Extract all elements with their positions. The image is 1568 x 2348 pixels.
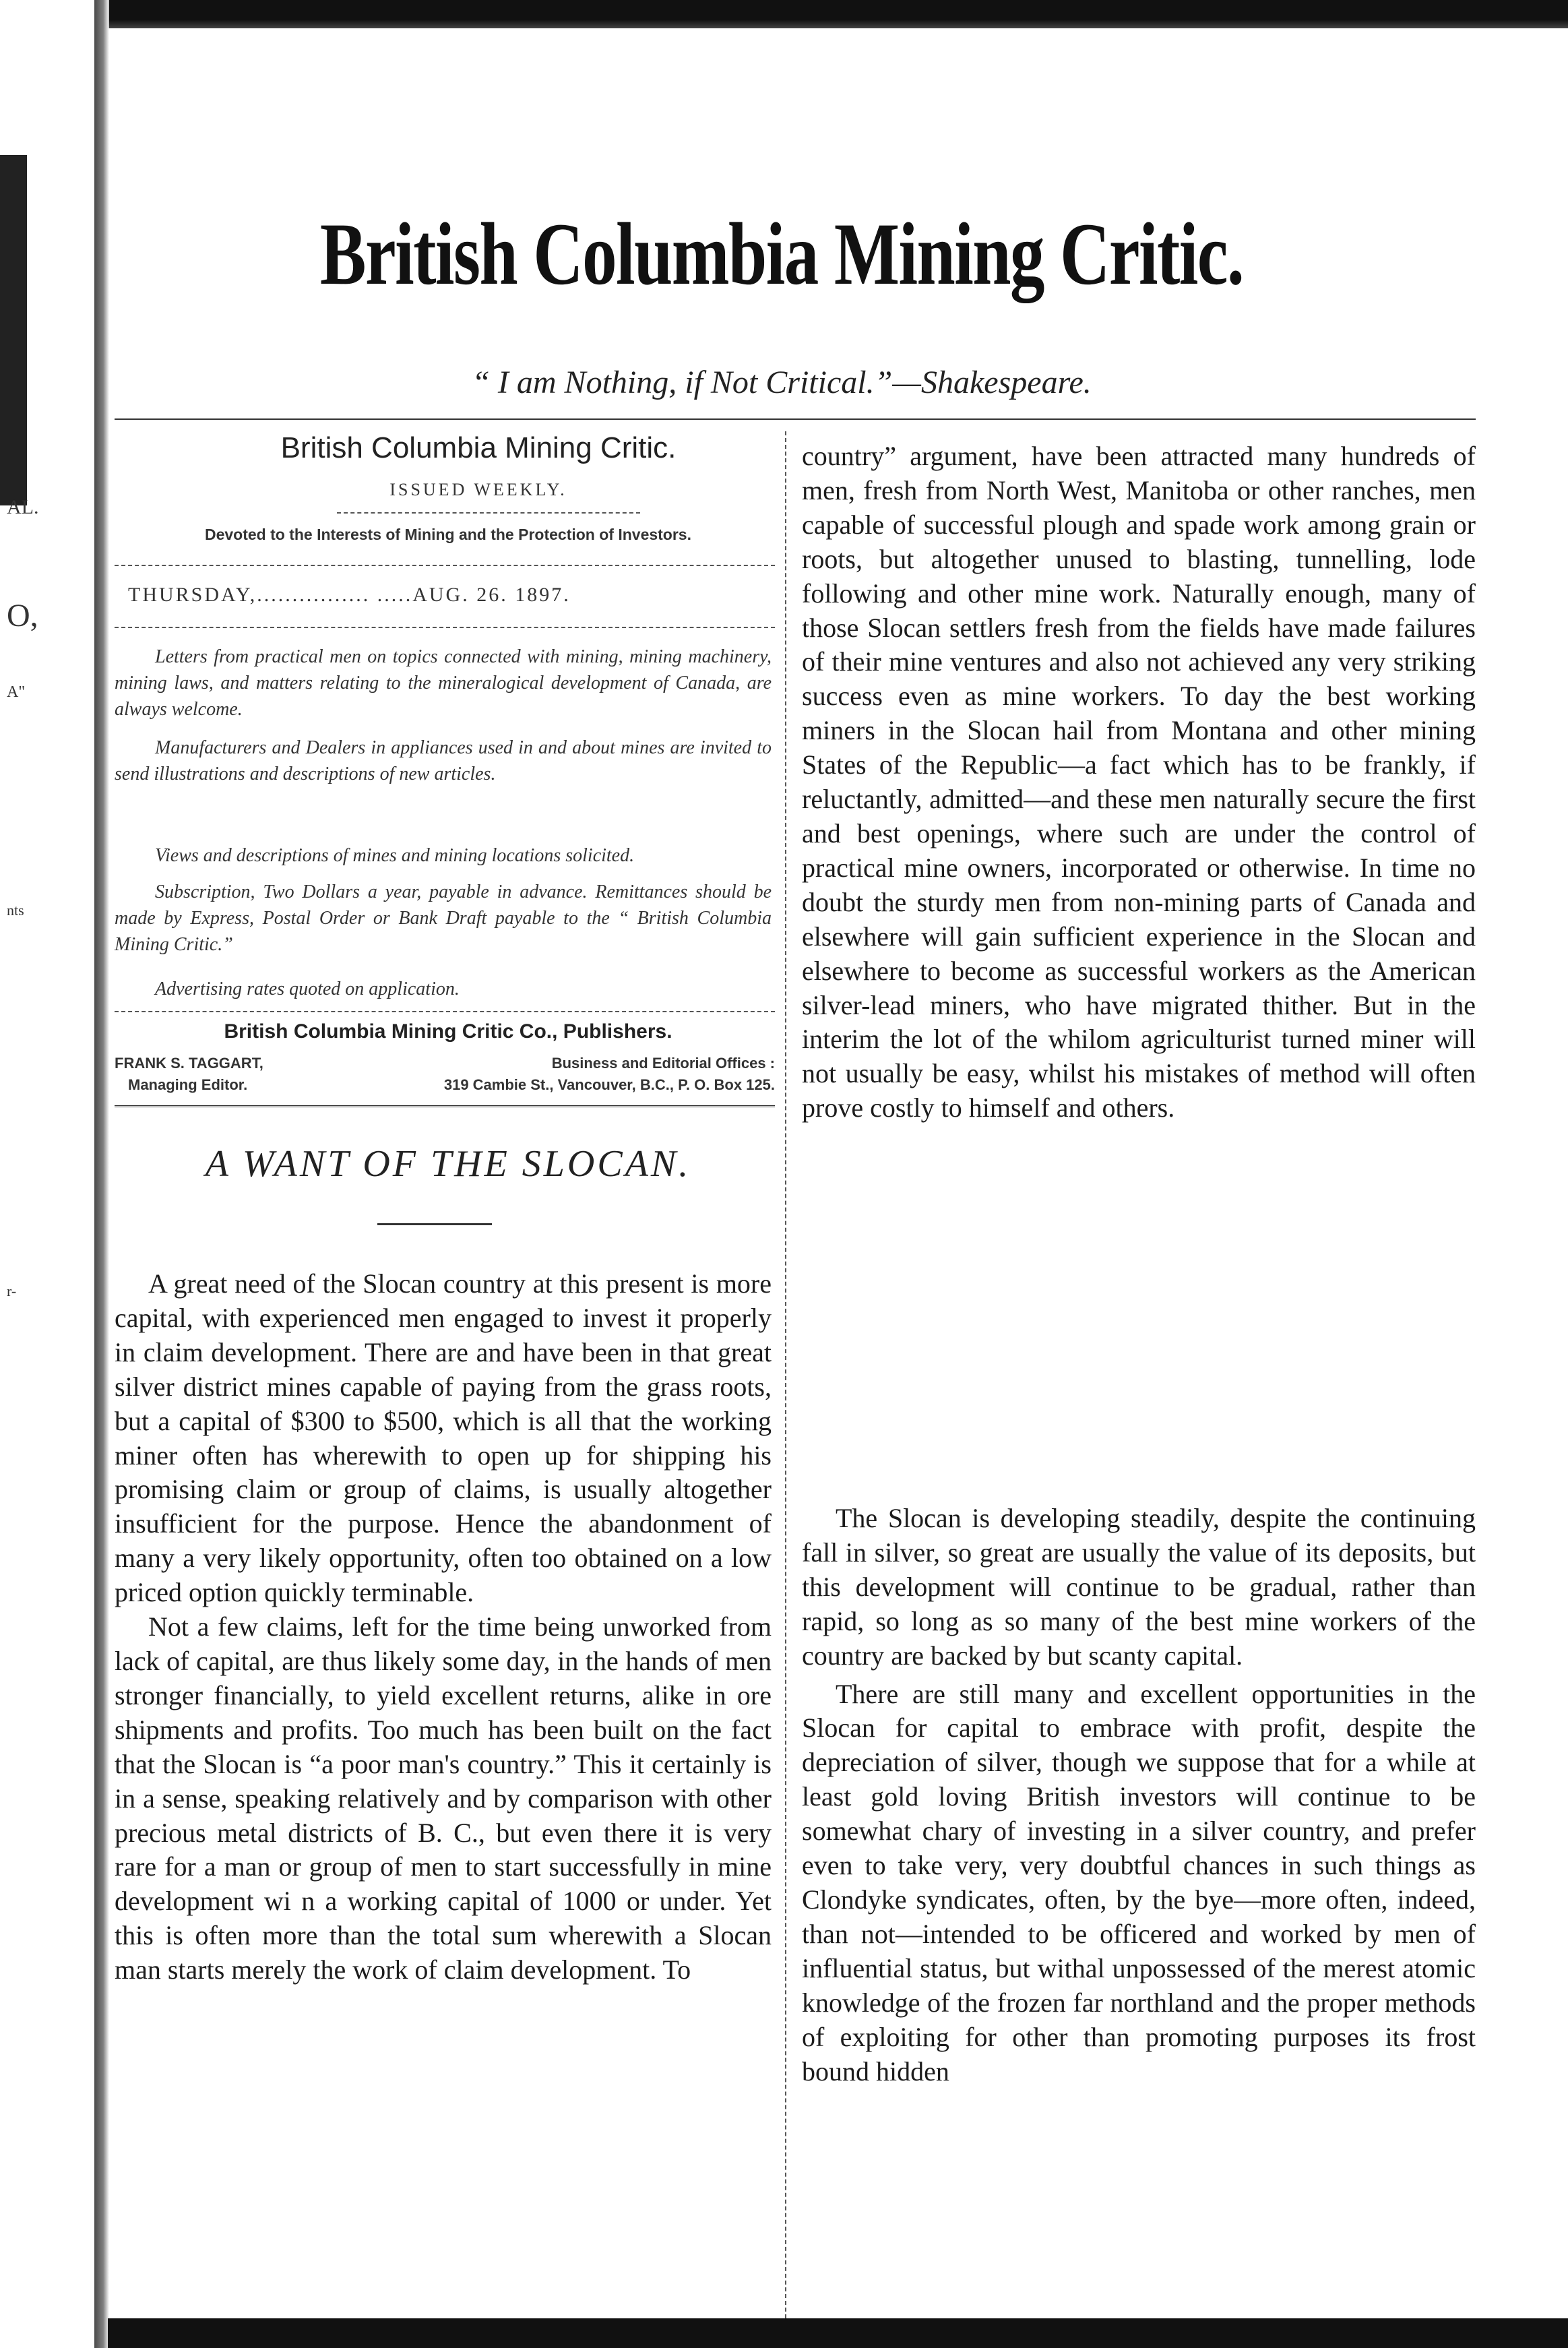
info-box-rule (337, 512, 640, 514)
office-block (350, 1053, 775, 1096)
article-column-2-top (802, 439, 1476, 1125)
article-paragraph: The Slocan is developing steadily, despite the continuing fall in silver, so great are usually the value of its deposits, but this development will continue to be gradual, rather than rapid, so long as so many of the best mine workers of the country are backed by but scanty capital. (802, 1503, 1476, 1671)
editor-name: FRANK S. TAGGART, (115, 1055, 263, 1072)
article-title: A WANT OF THE SLOCAN. (205, 1143, 691, 1185)
page-gutter (94, 0, 109, 2348)
office-label: Business and Editorial Offices : (551, 1055, 775, 1072)
article-title-rule (377, 1223, 492, 1225)
scan-border-bottom (108, 2318, 1568, 2348)
notice-advertising: Advertising rates quoted on application. (155, 979, 460, 999)
publisher-line: British Columbia Mining Critic Co., Publishers. (224, 1020, 672, 1043)
article-paragraph: Not a few claims, left for the time being unworked from lack of capital, are thus likely some day, in the hands of men stronger financially, to yield excellent returns, alike in ore shipments and profits. Too much has been built on the fact that the Slocan is “a poor man's country.” This it certainly is in a sense, speaking relatively and by comparison with other precious metal districts of B. C., but even there it is very rare for a man or group of men to start successfully in mine development wi n a working capital of 1000 or under. Yet this is often more than the total sum wherewith a Slocan man starts merely the work of claim development. To (115, 1611, 772, 1985)
article-paragraph: A great need of the Slocan country at this present is more capital, with experienced men engaged to invest it properly in claim development. There are and have been in that great silver district mines capable of paying from the grass roots, but a capital of $300 to $500, which is all that the working miner often has wherewith to open up for shipping his promising claim or group of claims, is usually altogether insufficient for the purpose. Hence the abandonment of many a very likely opportunity, often too obtained on a low priced option quickly terminable. (115, 1268, 772, 1608)
masthead-title: British Columbia Mining Critic. (319, 204, 1244, 303)
info-box-title: British Columbia Mining Critic. (280, 431, 677, 464)
scan-border-top (108, 0, 1568, 28)
margin-fragment: O, (7, 598, 38, 634)
notice-manufacturers: Manufacturers and Dealers in appliances used in and about mines are invited to send illustrations and descriptions of new articles. (115, 737, 772, 784)
notice-letters: Letters from practical men on topics connected with mining, mining machinery, mining laws, and matters relating to the mineralogical development of Canada, are always welcome. (115, 646, 772, 720)
margin-fragment: A" (7, 683, 26, 701)
editor-role: Managing Editor. (128, 1076, 248, 1093)
info-box-rule (115, 627, 775, 628)
editor-block (115, 1053, 263, 1096)
info-box-issued: ISSUED WEEKLY. (389, 480, 567, 499)
office-address: 319 Cambie St., Vancouver, B.C., P. O. Box 125. (443, 1076, 775, 1093)
notice-views: Views and descriptions of mines and mining locations solicited. (155, 845, 635, 866)
article-column-2-bottom (802, 1502, 1476, 2089)
info-box-rule (115, 1011, 775, 1012)
article-paragraph: country” argument, have been attracted many hundreds of men, fresh from North West, Manitoba or other ranches, men capable of successful plough and spade work among grain or roots, but altogether unused to blasting, tunnelling, lode following and other mine work. Naturally enough, many of those Slocan settlers fresh from the fields have made failures of their mine ventures and also not achieved any very striking success even as mine workers. To day the best working miners in the Slocan hail from Montana and other mining States of the Republic—a fact which has to be frankly, if reluctantly, admitted—and these men naturally secure the first and best openings, where such are under the control of practical mine owners, incorporated or otherwise. In time no doubt the sturdy men from non-mining parts of Canada and elsewhere will gain sufficient experience in the Slocan and elsewhere to become as successful workers as the American silver-lead miners, who have migrated thither. But in the interim the lot of the whilom agriculturist turned miner will not usually be easy, whilst his mistakes of method will often prove costly to himself and others. (802, 441, 1476, 1123)
article-column-1 (115, 1267, 772, 1987)
column-divider (785, 431, 786, 2318)
info-box-rule (115, 565, 775, 566)
margin-fragment: AL. (7, 496, 39, 518)
margin-fragment: nts (7, 902, 24, 919)
notice-subscription: Subscription, Two Dollars a year, payable in advance. Remittances should be made by Express, Postal Order or Bank Draft payable to the “ British Columbia Mining Critic.” (115, 882, 772, 955)
issue-date: THURSDAY,................ .....AUG. 26. 1897. (128, 584, 571, 606)
scan-border-left (0, 155, 27, 505)
info-box-devoted: Devoted to the Interests of Mining and the Protection of Investors. (204, 526, 691, 543)
margin-fragment: r- (7, 1283, 17, 1299)
masthead-motto: “ I am Nothing, if Not Critical.”—Shakespeare. (472, 365, 1092, 400)
article-paragraph: There are still many and excellent opportunities in the Slocan for capital to embrace with profit, despite the depreciation of silver, though we suppose that for a while at least gold loving British investors will continue to be somewhat chary of investing in a silver country, and prefer even to take very, very doubtful chances in such things as Clondyke syndicates, often, by the bye—more often, indeed, than not—intended to be officered and worked by men of influential status, but withal unpossessed of the merest atomic knowledge of the frozen far northland and the proper methods of exploiting for other than promoting purposes its frost bound hidden (802, 1678, 1476, 2087)
info-box-bottom-rule (115, 1105, 775, 1111)
masthead-rule (115, 418, 1476, 424)
